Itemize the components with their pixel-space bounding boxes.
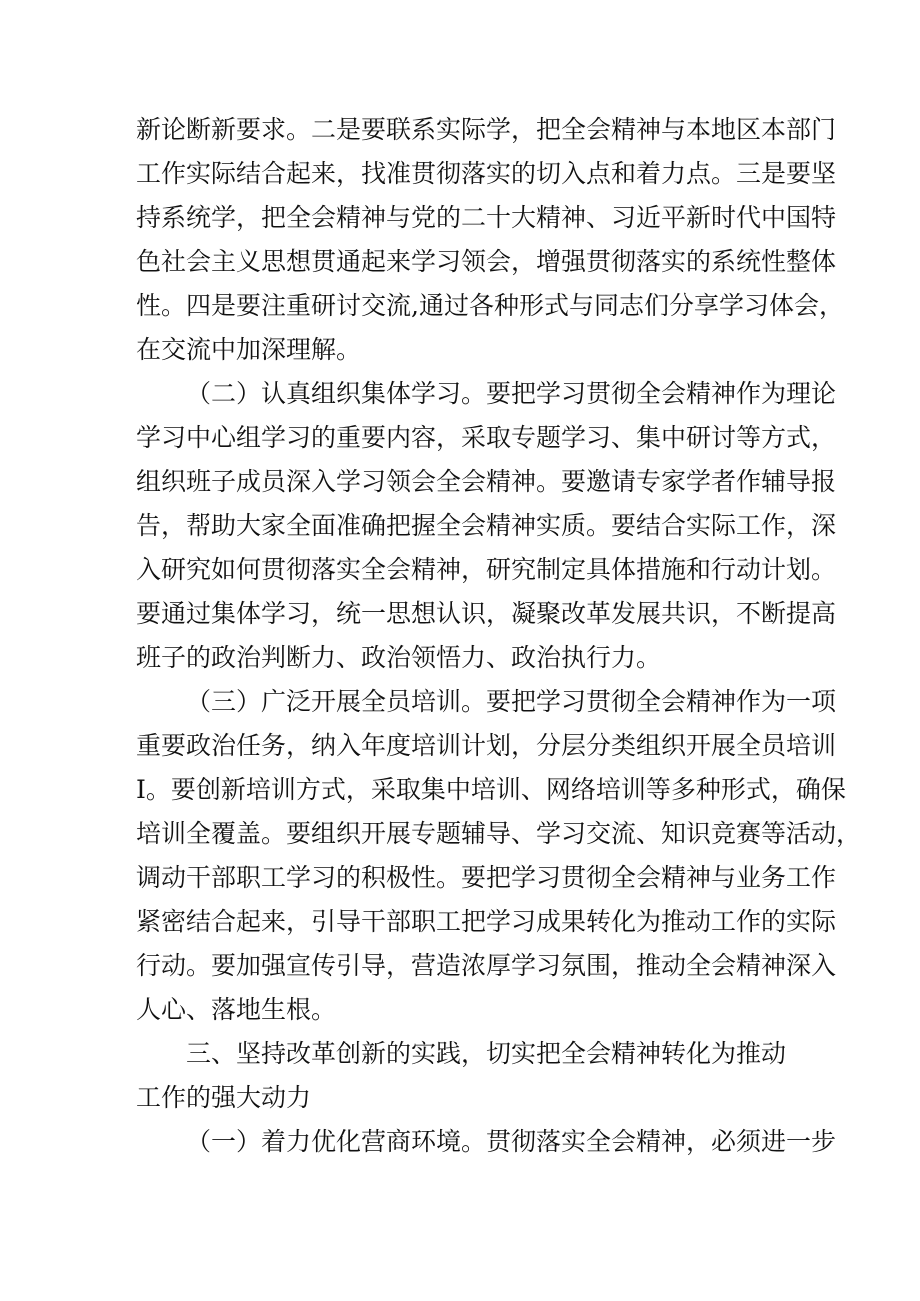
text-line: 组织班子成员深入学习领会全会精神。要邀请专家学者作辅导报	[136, 467, 837, 496]
text-line: 重要政治任务，纳入年度培训计划，分层分类组织开展全员培训	[136, 731, 837, 760]
text-line: 人心、落地生根。	[136, 995, 337, 1024]
text-line: 学习中心组学习的重要内容，采取专题学习、集中研讨等方式，	[136, 423, 837, 452]
text-line: 新论断新要求。二是要联系实际学，把全会精神与本地区本部门	[136, 115, 837, 144]
text-line: 行动。要加强宣传引导，营造浓厚学习氛围，推动全会精神深入	[136, 951, 837, 980]
text-line: 告，帮助大家全面准确把握全会精神实质。要结合实际工作，深	[136, 511, 837, 540]
text-line: 要通过集体学习，统一思想认识，凝聚改革发展共识，不断提高	[136, 599, 837, 628]
text-line: I。要创新培训方式，采取集中培训、网络培训等多种形式，确保	[136, 775, 846, 804]
text-line: （二）认真组织集体学习。要把学习贯彻全会精神作为理论	[186, 379, 837, 408]
text-line: 培训全覆盖。要组织开展专题辅导、学习交流、知识竞赛等活动，	[136, 819, 862, 848]
text-line: 持系统学，把全会精神与党的二十大精神、习近平新时代中国特	[136, 203, 837, 232]
text-line: （三）广泛开展全员培训。要把学习贯彻全会精神作为一项	[186, 687, 837, 716]
text-line: 性。四是要注重研讨交流,通过各种形式与同志们分享学习体会，	[136, 291, 844, 320]
heading-line: 工作的强大动力	[136, 1083, 312, 1112]
text-line: （一）着力优化营商环境。贯彻落实全会精神，必须进一步	[186, 1127, 837, 1156]
text-line: 入研究如何贯彻落实全会精神，研究制定具体措施和行动计划。	[136, 555, 837, 584]
heading-line: 三、坚持改革创新的实践，切实把全会精神转化为推动	[186, 1039, 787, 1068]
text-line: 工作实际结合起来，找准贯彻落实的切入点和着力点。三是要坚	[136, 159, 837, 188]
text-line: 色社会主义思想贯通起来学习领会，增强贯彻落实的系统性整体	[136, 247, 837, 276]
text-line: 紧密结合起来，引导干部职工把学习成果转化为推动工作的实际	[136, 907, 837, 936]
text-line: 在交流中加深理解。	[136, 335, 362, 364]
text-line: 调动干部职工学习的积极性。要把学习贯彻全会精神与业务工作	[136, 863, 837, 892]
text-line: 班子的政治判断力、政治领悟力、政治执行力。	[136, 643, 662, 672]
